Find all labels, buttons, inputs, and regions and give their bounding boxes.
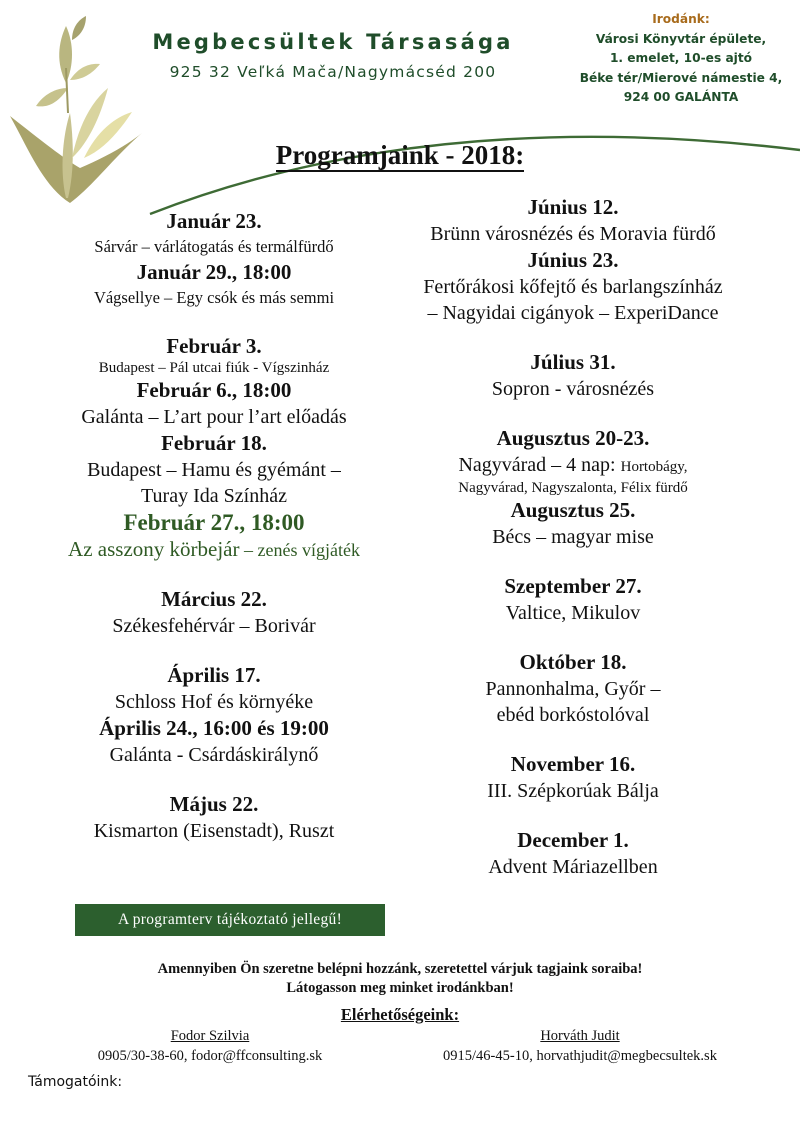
event-desc: Kismarton (Eisenstadt), Ruszt [93,820,335,842]
sponsors-label: Támogatóink: [28,1074,123,1090]
event-date: Június 12. [527,195,619,219]
events-right-column [398,194,748,880]
event-desc: Valtice, Mikulov [505,602,641,624]
program-title-text: Programjaink - 2018: [275,140,525,170]
event-desc: III. Szépkorúak Bálja [487,780,659,802]
join-line: Látogasson meg minket irodánkban! [286,980,514,996]
event-desc: Sopron - városnézés [491,378,655,400]
event-date: Március 22. [161,587,267,611]
event-date: Augusztus 20-23. [496,426,650,450]
event-desc-main: Nagyvárad – 4 nap: [458,454,621,476]
event-desc: Budapest – Pál utcai fiúk - Vígszinház [98,360,330,376]
event-date: Szeptember 27. [504,574,642,598]
event-date: Február 18. [161,431,267,455]
event-item [398,573,748,626]
event-date: Január 23. [166,209,262,233]
event-desc: Galánta – L’art pour l’art előadás [81,406,347,428]
event-desc: Sárvár – várlátogatás és termálfürdő [94,237,334,256]
event-date: Október 18. [519,650,627,674]
office-line: 924 00 GALÁNTA [623,90,739,104]
event-date: Június 23. [527,248,619,272]
join-invitation [0,960,800,998]
contact-info[interactable]: 0905/30-38-60, fodor@ffconsulting.sk [97,1048,323,1064]
event-desc-sub: – zenés vígjáték [239,540,360,560]
event-desc: Advent Máriazellben [488,856,658,878]
event-item [22,715,406,768]
event-item [398,827,748,880]
contact-name: Horváth Judit [540,1028,620,1044]
event-item [22,333,406,377]
contact-person [60,1026,360,1066]
contact-info[interactable]: 0915/46-45-10, horvathjudit@megbecsultek.sk [443,1048,717,1064]
event-desc: Vágsellye – Egy csók és más semmi [93,288,335,307]
event-item [398,349,748,402]
contact-person [405,1026,755,1066]
event-desc: Fertőrákosi kőfejtő és barlangszínház [423,276,723,298]
event-date: Február 6., 18:00 [136,378,292,402]
event-item-highlighted [22,509,406,563]
event-desc-line2: Nagyvárad, Nagyszalonta, Félix fürdő [458,480,688,496]
event-date: Január 29., 18:00 [136,260,292,284]
event-item [22,430,406,509]
office-address-block [566,10,796,108]
event-desc [22,536,406,563]
event-date: December 1. [517,828,629,852]
event-date: Május 22. [169,792,259,816]
leaf-hand-logo-icon [8,8,148,213]
event-item [22,259,406,310]
event-desc: Galánta - Csárdáskirálynő [109,744,319,766]
office-title: Irodánk: [652,12,710,26]
event-item [22,377,406,430]
event-desc: Székesfehérvár – Borivár [112,615,316,637]
contacts-heading [0,1005,800,1025]
event-desc-line2: ebéd borkóstolóval [496,704,650,726]
event-desc: Budapest – Hamu és gyémánt – [87,459,341,481]
org-address: 925 32 Veľká Mača/Nagymácséd 200 [169,63,497,81]
notice-badge: A programterv tájékoztató jellegű! [75,904,385,936]
event-date: Augusztus 25. [510,498,636,522]
contact-name: Fodor Szilvia [170,1028,250,1044]
event-item [398,497,748,550]
office-line: 1. emelet, 10-es ajtó [609,51,753,65]
event-desc [398,452,748,480]
events-left-column [22,208,406,844]
event-desc: Schloss Hof és környéke [114,691,314,713]
event-item [398,649,748,728]
event-item [398,425,748,497]
event-item [398,247,748,326]
join-line: Amennyiben Ön szeretne belépni hozzánk, szeretettel várjuk tagjaink soraiba! [157,961,643,977]
event-date: Február 3. [166,334,262,358]
event-desc: Bécs – magyar mise [492,526,654,548]
event-item [22,586,406,639]
event-desc: Brünn városnézés és Moravia fürdő [430,223,716,245]
event-desc-main: Az asszony körbejár [68,537,240,561]
event-date: Április 17. [167,663,261,687]
event-date: Július 31. [530,350,616,374]
event-item [22,662,406,715]
org-name: Megbecsültek Társasága [152,30,514,54]
event-item [22,791,406,844]
event-date: Április 24., 16:00 és 19:00 [99,716,329,740]
event-desc-sub: Hortobágy, [620,459,688,475]
event-desc-line2: – Nagyidai cigányok – ExperiDance [427,302,719,324]
event-date: November 16. [510,752,636,776]
contacts-heading-text: Elérhetőségeink: [340,1005,460,1024]
event-desc-line2: Turay Ida Színház [141,485,287,507]
office-line: Városi Könyvtár épülete, [595,31,767,46]
event-item [398,751,748,804]
program-title [0,140,800,171]
office-line: Béke tér/Mierové námestie 4, [579,70,783,85]
event-date: Február 27., 18:00 [123,510,305,535]
event-item [22,208,406,259]
event-desc: Pannonhalma, Győr – [485,678,661,700]
event-item [398,194,748,247]
